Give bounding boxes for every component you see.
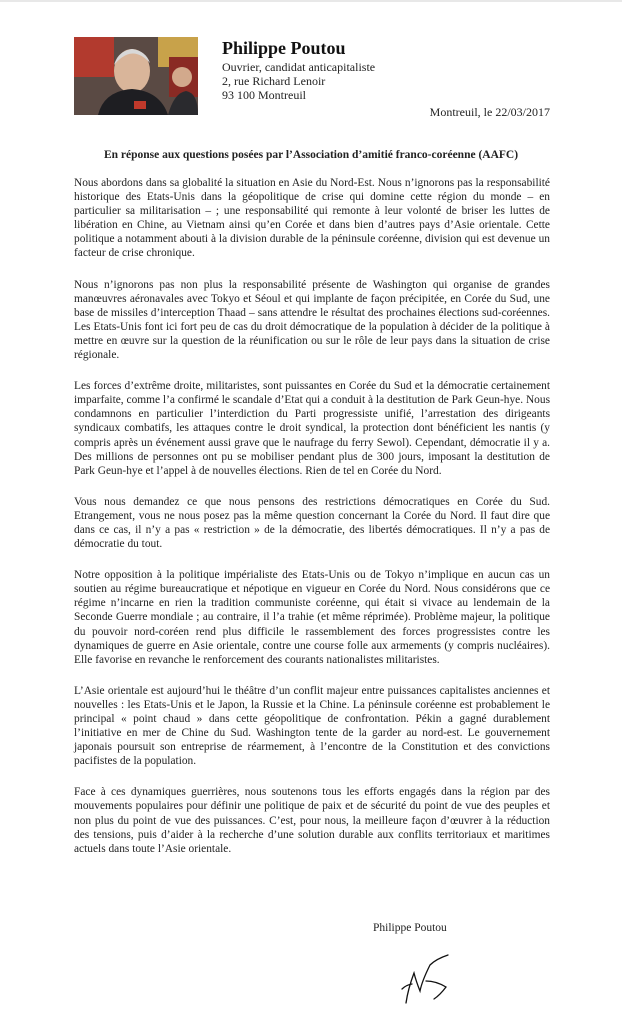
- paragraph: Nous abordons dans sa globalité la situation en Asie du Nord-Est. Nous n’ignorons pas la responsabilité historique des Etats-Unis dans la géopolitique de crise qui domine cette région du monde – en particulier sa militarisation – ; une responsabilité qui remonte à leur volonté de briser les luttes de libération en Chine, au Vietnam ainsi qu’en Corée et dans bien d’autres pays d’Asie orientale. Cette politique a notamment abouti à la division durable de la péninsule coréenne, division qui est devenue un facteur de crise chronique.: [74, 177, 550, 260]
- letter-date: Montreuil, le 22/03/2017: [429, 105, 550, 119]
- signature-name: Philippe Poutou: [373, 922, 447, 934]
- paragraph: Nous n’ignorons pas non plus la responsabilité présente de Washington qui organise de grandes manœuvres aéronavales avec Tokyo et Séoul et qui implante de façon précipitée, en Corée du Sud, une base de missiles d’interception Thaad – sans attendre le résultat des prochaines élections sud-coréennes. Les Etats-Unis font ici fort peu de cas du droit démocratique de la population à décider de la politique à mettre en œuvre sur la question de la réunification ou sur le rôle de leur pays dans la situation de crise régionale.: [74, 278, 550, 362]
- paragraph: Les forces d’extrême droite, militaristes, sont puissantes en Corée du Sud et la démocratie certainement imparfaite, comme l’a confirmé le scandale d’Etat qui a conduit à la destitution de Park Geun-hye. Nous condamnons en particulier l’interdiction du Parti progressiste unifié, l’arrestation des dirigeants syndicaux combatifs, les attaques contre le droit syndical, la protection dont bénéficient les nantis (y compris après un événement aussi grave que le naufrage du ferry Sewol). Cependant, démocratie il y a. Des millions de personnes ont pu se mobiliser pendant plus de 300 jours, imposant la destitution de Park Geun-hye et l’appel à de nouvelles élections. Rien de tel en Corée du Nord.: [74, 380, 550, 477]
- top-border: [0, 0, 622, 2]
- address-line: Ouvrier, candidat anticapitaliste: [222, 60, 376, 74]
- paragraph: L’Asie orientale est aujourd’hui le théâtre d’un conflit majeur entre puissances capitalistes anciennes et nouvelles : les Etats-Unis et le Japon, la Russie et la Chine. La péninsule coréenne est probablement le principal « point chaud » dans cette géopolitique de confrontation. Pékin a gagné durablement l’initiative en mer de Chine du Sud. Washington tente de la garder au nord-est. Le gouvernement japonais poursuit son entreprise de réarmement, à l’encontre de la Constitution et des convictions pacifistes de la population.: [74, 684, 550, 768]
- paragraph: Notre opposition à la politique impérialiste des Etats-Unis ou de Tokyo n’implique en aucun cas un soutien au régime bureaucratique et népotique en vigueur en Corée du Nord. Nous considérons que ce régime n’incarne en rien la tradition communiste coréenne, qui était si vivace au lendemain de la Seconde Guerre mondiale ; au contraire, il l’a trahie (et même réprimée). Problème majeur, la politique du pouvoir nord-coréen rend plus difficile le rassemblement des forces progressistes contre les dynamiques de guerre en Asie orientale, contre une course folle aux armements (y compris nucléaires). Elle favorise en revanche le renforcement des courants nationalistes militaristes.: [74, 569, 550, 666]
- letter-body: [74, 176, 550, 873]
- handwritten-signature: [396, 951, 456, 1014]
- portrait-photo: [74, 37, 198, 115]
- address-line: 93 100 Montreuil: [222, 88, 306, 102]
- letter-subject: En réponse aux questions posées par l’Association d’amitié franco-coréenne (AAFC): [103, 149, 519, 161]
- paragraph: Face à ces dynamiques guerrières, nous soutenons tous les efforts engagés dans la région par des mouvements populaires pour définir une politique de paix et de sécurité du point de vue des peuples et non plus du point de vue des puissances. C’est, pour nous, la meilleure façon d’œuvrer à la réduction des tensions, puis d’aider à la recherche d’une solution durable aux conflits territoriaux et maritimes actuels dans toute l’Asie orientale.: [74, 786, 550, 855]
- address-line: 2, rue Richard Lenoir: [222, 74, 326, 88]
- sender-address: [222, 60, 375, 102]
- sender-name: Philippe Poutou: [222, 38, 346, 58]
- paragraph: Vous nous demandez ce que nous pensons des restrictions démocratiques en Corée du Sud. Etrangement, vous ne nous posez pas la même question concernant la Corée du Nord. Il faut dire que dans ce cas, il n’y a pas « restriction » de la démocratie, des libertés démocratiques. Il n’y a pas de démocratie du tout.: [74, 495, 550, 551]
